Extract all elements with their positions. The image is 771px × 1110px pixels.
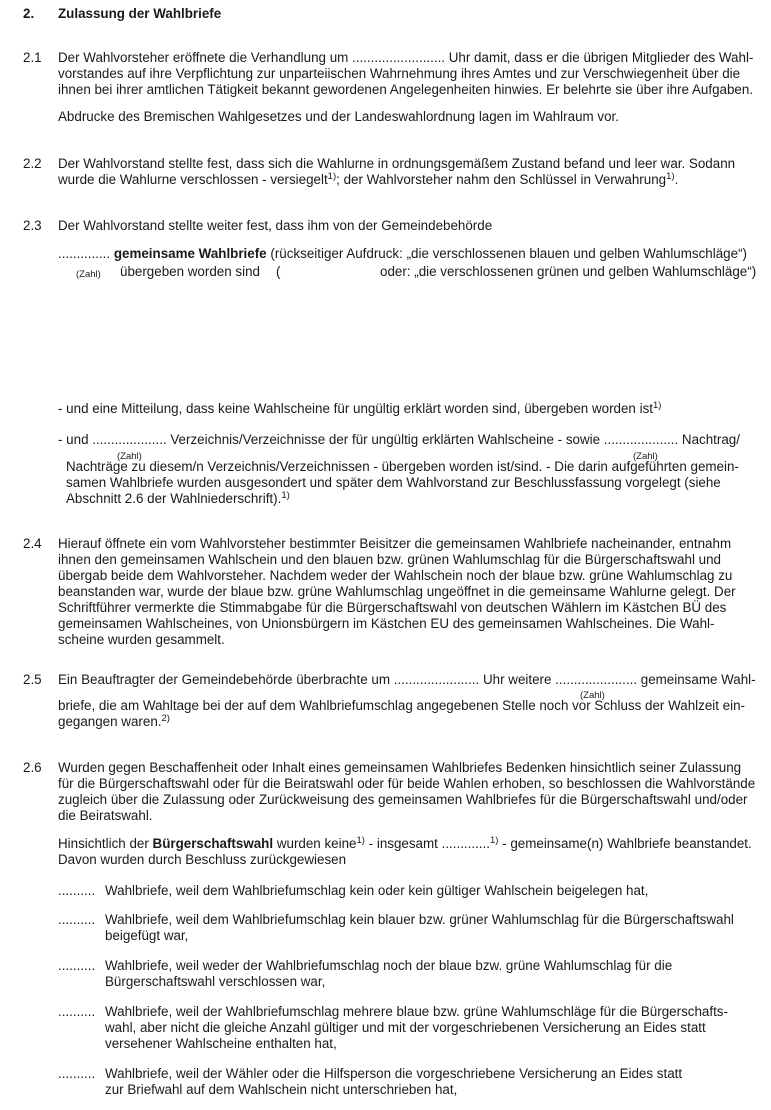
text-span: wurden keine [276, 836, 357, 851]
paragraph-number: 2.2 [23, 156, 42, 171]
bold-term: gemeinsame Wahlbriefe [113, 246, 267, 261]
text-line: Davon wurden durch Beschluss zurückgewiesen [58, 852, 347, 867]
text-line [58, 172, 678, 188]
text-line: Der Wahlvorstand stellte fest, dass sich die Wahlurne in ordnungsgemäßem Zustand befand und leer war. Sodann [58, 156, 736, 171]
text-span: wurde die Wahlurne verschlossen - versiegelt [58, 172, 328, 187]
text-line [58, 246, 747, 262]
text-line [58, 401, 661, 417]
dotted-blank: .......... [58, 912, 96, 927]
text-line: oder: „die verschlossenen grünen und gelben Wahlumschläge“) [380, 264, 757, 279]
text-line: Der Wahlvorstand stellte weiter fest, dass ihm von der Gemeindebehörde [58, 218, 493, 233]
item-text: Wahlbriefe, weil weder der Wahlbriefumschlag noch der blaue bzw. grüne Wahlumschlag für die [105, 958, 673, 973]
footnote-ref: 2) [161, 713, 170, 724]
text-line: beanstanden war, wurde der blaue bzw. grüne Wahlumschlag ungeöffnet in die gemeinsame Wahlurne gelegt. Der [58, 584, 736, 599]
text-line: Abdrucke des Bremischen Wahlgesetzes und der Landeswahlordnung lagen im Wahlraum vor. [58, 109, 619, 124]
dotted-blank: .............. [58, 246, 111, 261]
item-text: Wahlbriefe, weil der Wahlbriefumschlag mehrere blaue bzw. grüne Wahlumschläge für die Bürgerschafts- [105, 1004, 728, 1019]
item-text: wahl, aber nicht die gleiche Anzahl gültiger und mit der vorgeschriebenen Versicherung an Eides statt [105, 1020, 706, 1035]
text-span: Abschnitt 2.6 der Wahlniederschrift). [66, 491, 282, 506]
text-line: samen Wahlbriefe wurden ausgesondert und später dem Wahlvorstand zur Beschlussfassung vorgelegt (siehe [66, 475, 721, 490]
text-span: ; der Wahlvorsteher nahm den Schlüssel in Verwahrung [336, 172, 667, 187]
section-title: Zulassung der Wahlbriefe [58, 6, 222, 21]
zahl-label: (Zahl) [580, 690, 605, 701]
paragraph-number: 2.6 [23, 760, 42, 775]
text-line: Wurden gegen Beschaffenheit oder Inhalt eines gemeinsamen Wahlbriefes Bedenken hinsichtlich seiner Zulassung [58, 760, 742, 775]
dotted-blank: .......... [58, 1066, 96, 1081]
text-line [58, 714, 170, 730]
text-line: zugleich über die Zulassung oder Zurückweisung des gemeinsamen Wahlbriefes für die Bürgerschaftswahl und/oder [58, 792, 748, 807]
text-line: scheine wurden gesammelt. [58, 632, 225, 647]
text-line: ihnen bei ihrer amtlichen Tätigkeit bekannt gewordenen Angelegenheiten hinwies. Er belehrte sie über ihre Aufgaben. [58, 82, 754, 97]
text-line: Ein Beauftragter der Gemeindebehörde überbrachte um ....................... Uhr weitere ...................... gemeinsame Wahl- [58, 672, 756, 687]
item-text: Wahlbriefe, weil dem Wahlbriefumschlag kein blauer bzw. grüner Wahlumschlag für die Bürgerschaftswahl [105, 912, 734, 927]
footnote-ref: 1) [327, 171, 337, 182]
text-line: die Beiratswahl. [58, 808, 153, 823]
text-line: gemeinsamen Wahlscheines, von Unionsbürgern im Kästchen EU des gemeinsamen Wahlscheines. Die Wahl- [58, 616, 715, 631]
text-span: Hinsichtlich der [58, 836, 149, 851]
text-line [58, 836, 752, 852]
item-text: versehener Wahlscheine enthalten hat, [105, 1036, 337, 1051]
zahl-label: (Zahl) [117, 451, 142, 462]
text-span: (rückseitiger Aufdruck: „die verschlossenen blauen und gelben Wahlumschläge“) [270, 246, 747, 261]
footnote-ref: 1) [652, 400, 662, 411]
text-line: für die Bürgerschaftswahl oder für die Beiratswahl oder für beide Wahlen erhoben, so beschlossen die Wahlvorstände [58, 776, 756, 791]
dotted-blank: .......... [58, 883, 96, 898]
text-line: - und .................... Verzeichnis/Verzeichnisse der für ungültig erklärten Wahlscheine - sowie .................... Nachtrag/ [58, 432, 740, 447]
paragraph-number: 2.4 [23, 536, 42, 551]
footnote-ref: 1) [666, 171, 675, 182]
text-line: Der Wahlvorsteher eröffnete die Verhandlung um ......................... Uhr damit, dass er die übrigen Mitglieder des Wahl- [58, 50, 754, 65]
item-text: Wahlbriefe, weil dem Wahlbriefumschlag kein oder kein gültiger Wahlschein beigelegen hat, [105, 883, 649, 898]
text-line: vorstandes auf ihre Verpflichtung zur unparteiischen Wahrnehmung ihres Amtes und zur Verschwiegenheit über die [58, 66, 741, 81]
zahl-label: (Zahl) [76, 269, 101, 280]
text-span: gegangen waren. [58, 714, 162, 729]
text-line [66, 491, 290, 507]
paragraph-number: 2.1 [23, 50, 42, 65]
text-span: - insgesamt ............. [368, 836, 490, 851]
section-number: 2. [23, 6, 35, 21]
bold-term: Bürgerschaftswahl [152, 836, 274, 851]
text-line: Schriftführer vermerkte die Stimmabgabe für die Bürgerschaftswahl von deutschen Wählern im Kästchen BÜ des [58, 600, 727, 615]
item-text: zur Briefwahl auf dem Wahlschein nicht unterschrieben hat, [105, 1082, 458, 1097]
text-span: - und eine Mitteilung, dass keine Wahlscheine für ungültig erklärt worden sind, übergeben worden ist [58, 401, 653, 416]
zahl-label: (Zahl) [633, 451, 658, 462]
text-line: übergab beide dem Wahlvorsteher. Nachdem weder der Wahlschein noch der blaue bzw. grüne Wahlumschlag zu [58, 568, 733, 583]
text-span: - gemeinsame(n) Wahlbriefe beanstandet. [502, 836, 752, 851]
text-line: Nachträge zu diesem/n Verzeichnis/Verzeichnissen - übergeben worden ist/sind. - Die darin aufgeführten gemein- [66, 459, 739, 474]
paragraph-number: 2.5 [23, 672, 42, 687]
item-text: Wahlbriefe, weil der Wähler oder die Hilfsperson die vorgeschriebene Versicherung an Eides statt [105, 1066, 683, 1081]
footnote-ref: 1) [356, 835, 365, 846]
text-line: übergeben worden sind [120, 264, 260, 279]
text-span: . [674, 172, 679, 187]
item-text: beigefügt war, [105, 928, 189, 943]
text-line: briefe, die am Wahltage bei der auf dem Wahlbriefumschlag angegebenen Stelle noch vor Schluss der Wahlzeit ein- [58, 698, 746, 713]
paragraph-number: 2.3 [23, 218, 42, 233]
dotted-blank: .......... [58, 1004, 96, 1019]
dotted-blank: .......... [58, 958, 96, 973]
footnote-ref: 1) [489, 835, 499, 846]
footnote-ref: 1) [281, 490, 290, 501]
item-text: Bürgerschaftswahl verschlossen war, [105, 974, 326, 989]
text-line: Hierauf öffnete ein vom Wahlvorsteher bestimmter Beisitzer die gemeinsamen Wahlbriefe nacheinander, entnahm [58, 536, 732, 551]
text-line: ( [276, 264, 281, 279]
text-line: ihnen den gemeinsamen Wahlschein und den blauen bzw. grünen Wahlumschlag für die Bürgerschaftswahl und [58, 552, 721, 567]
